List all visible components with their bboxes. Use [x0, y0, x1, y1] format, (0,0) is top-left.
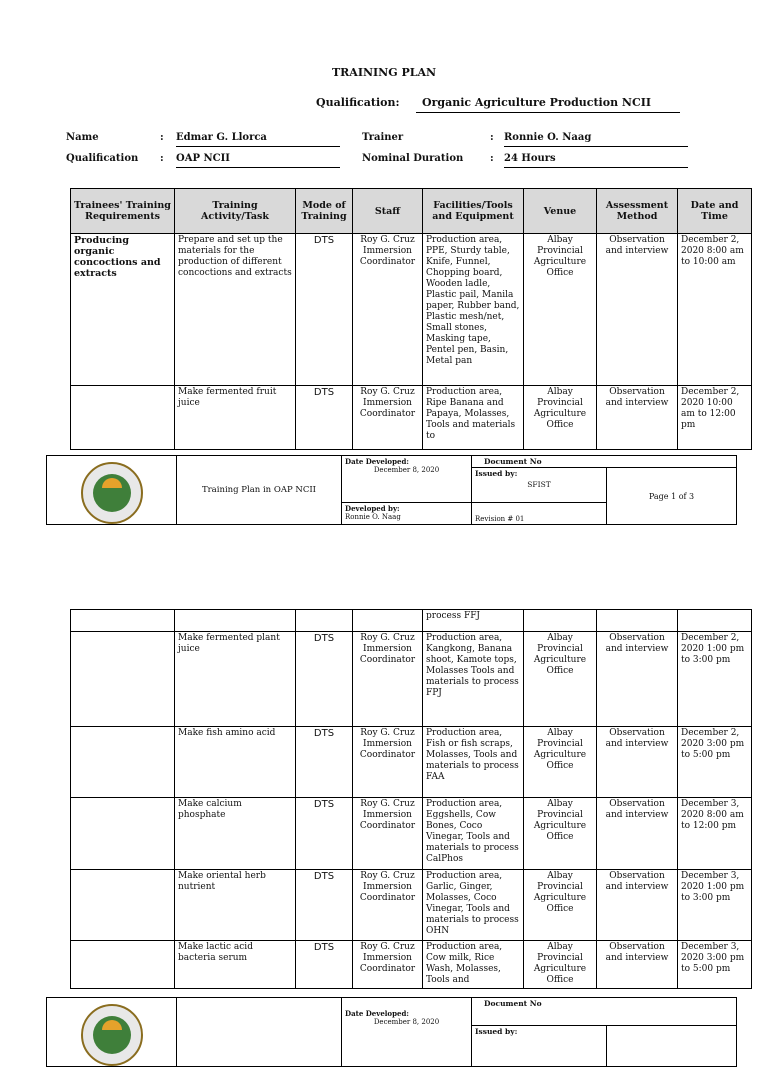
facilities-cell: process FFJ: [423, 610, 524, 632]
date-developed-value: December 8, 2020: [373, 466, 440, 474]
staff-name: Roy G. Cruz: [360, 942, 415, 952]
qualification-label: Qualification:: [316, 96, 400, 109]
plan-name-cell: Training Plan in OAP NCII: [177, 456, 342, 525]
requirement-cell: [71, 941, 175, 989]
page-number-cell: [607, 1025, 737, 1066]
document-title: TRAINING PLAN: [331, 66, 437, 79]
institution-logo: [81, 462, 143, 524]
mode-cell: DTS: [296, 870, 353, 941]
date-cell: December 2, 2020 8:00 am to 10:00 am: [678, 234, 752, 386]
colon: :: [490, 153, 494, 164]
duration-label: Nominal Duration: [362, 153, 464, 164]
developed-by-label: Developed by:: [345, 504, 400, 513]
staff-cell: [353, 234, 423, 386]
table-row: [71, 386, 752, 450]
colon: :: [160, 153, 164, 164]
header-staff: Staff: [353, 189, 423, 234]
developed-by-value: Ronnie O. Naag: [345, 513, 401, 521]
qualification-short-label: Qualification: [66, 153, 139, 164]
training-plan-table-page1: [70, 188, 752, 450]
mode-cell: DTS: [296, 798, 353, 870]
mode-cell: DTS: [296, 386, 353, 450]
assessment-cell: Observation and interview: [597, 870, 678, 941]
requirement-cell: Producing organic concoctions and extracts: [71, 234, 175, 386]
issued-by-value: SFIST: [527, 480, 551, 489]
revision-label: Revision # 01: [472, 503, 607, 525]
document-no-label: Document No: [472, 456, 737, 468]
header-assessment: Assessment Method: [597, 189, 678, 234]
colon: :: [160, 132, 164, 143]
staff-role: Immersion Coordinator: [359, 882, 416, 903]
staff-name: Roy G. Cruz: [360, 633, 415, 643]
training-plan-table-page2: [70, 609, 752, 989]
qualification-short-value: OAP NCII: [176, 153, 340, 168]
mode-cell: DTS: [296, 941, 353, 989]
staff-name: Roy G. Cruz: [360, 799, 415, 809]
header-mode: Mode of Training: [296, 189, 353, 234]
venue-cell: Albay Provincial Agriculture Office: [524, 386, 597, 450]
venue-cell: Albay Provincial Agriculture Office: [524, 632, 597, 727]
facilities-cell: Production area, Garlic, Ginger, Molasses, Coco Vinegar, Tools and materials to process OHN: [423, 870, 524, 941]
staff-cell: [353, 727, 423, 798]
date-cell: December 3, 2020 1:00 pm to 3:00 pm: [678, 870, 752, 941]
assessment-cell: Observation and interview: [597, 632, 678, 727]
table-row: [71, 941, 752, 989]
date-developed-cell: [342, 998, 472, 1067]
page-number: Page 1 of 3: [607, 468, 737, 525]
header-venue: Venue: [524, 189, 597, 234]
mode-cell: [296, 610, 353, 632]
plan-name-cell: [177, 998, 342, 1067]
facilities-cell: Production area, Fish or fish scraps, Molasses, Tools and materials to process FAA: [423, 727, 524, 798]
mode-cell: DTS: [296, 727, 353, 798]
mode-cell: DTS: [296, 632, 353, 727]
staff-cell: [353, 870, 423, 941]
issued-by-label: Issued by:: [472, 1025, 607, 1066]
requirement-cell: [71, 798, 175, 870]
requirement-cell: [71, 632, 175, 727]
activity-cell: Prepare and set up the materials for the production of different concoctions and extracts: [175, 234, 296, 386]
header-requirements: Trainees' Training Requirements: [71, 189, 175, 234]
document-footer-page1: [46, 455, 737, 525]
colon: :: [490, 132, 494, 143]
staff-cell: [353, 632, 423, 727]
assessment-cell: Observation and interview: [597, 941, 678, 989]
date-developed-value: December 8, 2020: [373, 1018, 440, 1026]
issued-by-label: Issued by:: [475, 469, 518, 478]
qualification-value: Organic Agriculture Production NCII: [416, 96, 680, 113]
logo-cell: [47, 456, 177, 525]
table-row: [71, 727, 752, 798]
staff-role: Immersion Coordinator: [359, 739, 416, 760]
activity-cell: Make fermented plant juice: [175, 632, 296, 727]
developed-by-cell: [342, 503, 472, 525]
requirement-cell: [71, 870, 175, 941]
mode-cell: DTS: [296, 234, 353, 386]
facilities-cell: Production area, Cow milk, Rice Wash, Molasses, Tools and: [423, 941, 524, 989]
facilities-cell: Production area, PPE, Sturdy table, Knife, Funnel, Chopping board, Wooden ladle, Plastic pail, Manila paper, Rubber band, Plastic mesh/net, Small stones, Masking tape, Pentel pen, Basin, Metal pan: [423, 234, 524, 386]
table-row: [71, 234, 752, 386]
activity-cell: Make fermented fruit juice: [175, 386, 296, 450]
staff-name: Roy G. Cruz: [360, 387, 415, 397]
date-cell: December 2, 2020 1:00 pm to 3:00 pm: [678, 632, 752, 727]
table-row: [71, 798, 752, 870]
venue-cell: Albay Provincial Agriculture Office: [524, 234, 597, 386]
date-cell: December 2, 2020 10:00 am to 12:00 pm: [678, 386, 752, 450]
trainer-label: Trainer: [362, 132, 404, 143]
logo-cell: [47, 998, 177, 1067]
requirement-cell: [71, 727, 175, 798]
table-row: [71, 610, 752, 632]
date-cell: December 2, 2020 3:00 pm to 5:00 pm: [678, 727, 752, 798]
staff-cell: [353, 386, 423, 450]
activity-cell: Make lactic acid bacteria serum: [175, 941, 296, 989]
duration-value: 24 Hours: [504, 153, 688, 168]
name-value: Edmar G. Llorca: [176, 132, 340, 147]
staff-role: Immersion Coordinator: [359, 810, 416, 831]
date-cell: [678, 610, 752, 632]
staff-name: Roy G. Cruz: [360, 235, 415, 245]
requirement-cell: [71, 386, 175, 450]
venue-cell: Albay Provincial Agriculture Office: [524, 727, 597, 798]
table-row: [71, 870, 752, 941]
document-no-label: Document No: [472, 998, 737, 1026]
date-developed-label: Date Developed:: [345, 457, 409, 466]
staff-name: Roy G. Cruz: [360, 871, 415, 881]
name-label: Name: [66, 132, 99, 143]
table-row: [71, 632, 752, 727]
assessment-cell: Observation and interview: [597, 727, 678, 798]
date-developed-cell: [342, 456, 472, 503]
activity-cell: Make fish amino acid: [175, 727, 296, 798]
staff-name: Roy G. Cruz: [360, 728, 415, 738]
assessment-cell: Observation and interview: [597, 798, 678, 870]
date-cell: December 3, 2020 3:00 pm to 5:00 pm: [678, 941, 752, 989]
staff-cell: [353, 941, 423, 989]
activity-cell: Make calcium phosphate: [175, 798, 296, 870]
header-activity: Training Activity/Task: [175, 189, 296, 234]
staff-role: Immersion Coordinator: [359, 398, 416, 419]
assessment-cell: Observation and interview: [597, 386, 678, 450]
requirement-cell: [71, 610, 175, 632]
staff-role: Immersion Coordinator: [359, 644, 416, 665]
table-header-row: [71, 189, 752, 234]
issued-by-cell: [472, 468, 607, 503]
header-date: Date and Time: [678, 189, 752, 234]
facilities-cell: Production area, Eggshells, Cow Bones, Coco Vinegar, Tools and materials to process CalPhos: [423, 798, 524, 870]
header-facilities: Facilities/Tools and Equipment: [423, 189, 524, 234]
date-cell: December 3, 2020 8:00 am to 12:00 pm: [678, 798, 752, 870]
venue-cell: [524, 610, 597, 632]
facilities-cell: Production area, Kangkong, Banana shoot, Kamote tops, Molasses Tools and materials to process FPJ: [423, 632, 524, 727]
date-developed-label: Date Developed:: [345, 1009, 409, 1018]
venue-cell: Albay Provincial Agriculture Office: [524, 798, 597, 870]
venue-cell: Albay Provincial Agriculture Office: [524, 941, 597, 989]
institution-logo: [81, 1004, 143, 1066]
staff-cell: [353, 798, 423, 870]
staff-cell: [353, 610, 423, 632]
activity-cell: [175, 610, 296, 632]
assessment-cell: [597, 610, 678, 632]
trainer-value: Ronnie O. Naag: [504, 132, 688, 147]
facilities-cell: Production area, Ripe Banana and Papaya, Molasses, Tools and materials to: [423, 386, 524, 450]
venue-cell: Albay Provincial Agriculture Office: [524, 870, 597, 941]
staff-role: Immersion Coordinator: [359, 246, 416, 267]
activity-cell: Make oriental herb nutrient: [175, 870, 296, 941]
document-footer-page2: [46, 997, 737, 1067]
assessment-cell: Observation and interview: [597, 234, 678, 386]
staff-role: Immersion Coordinator: [359, 953, 416, 974]
